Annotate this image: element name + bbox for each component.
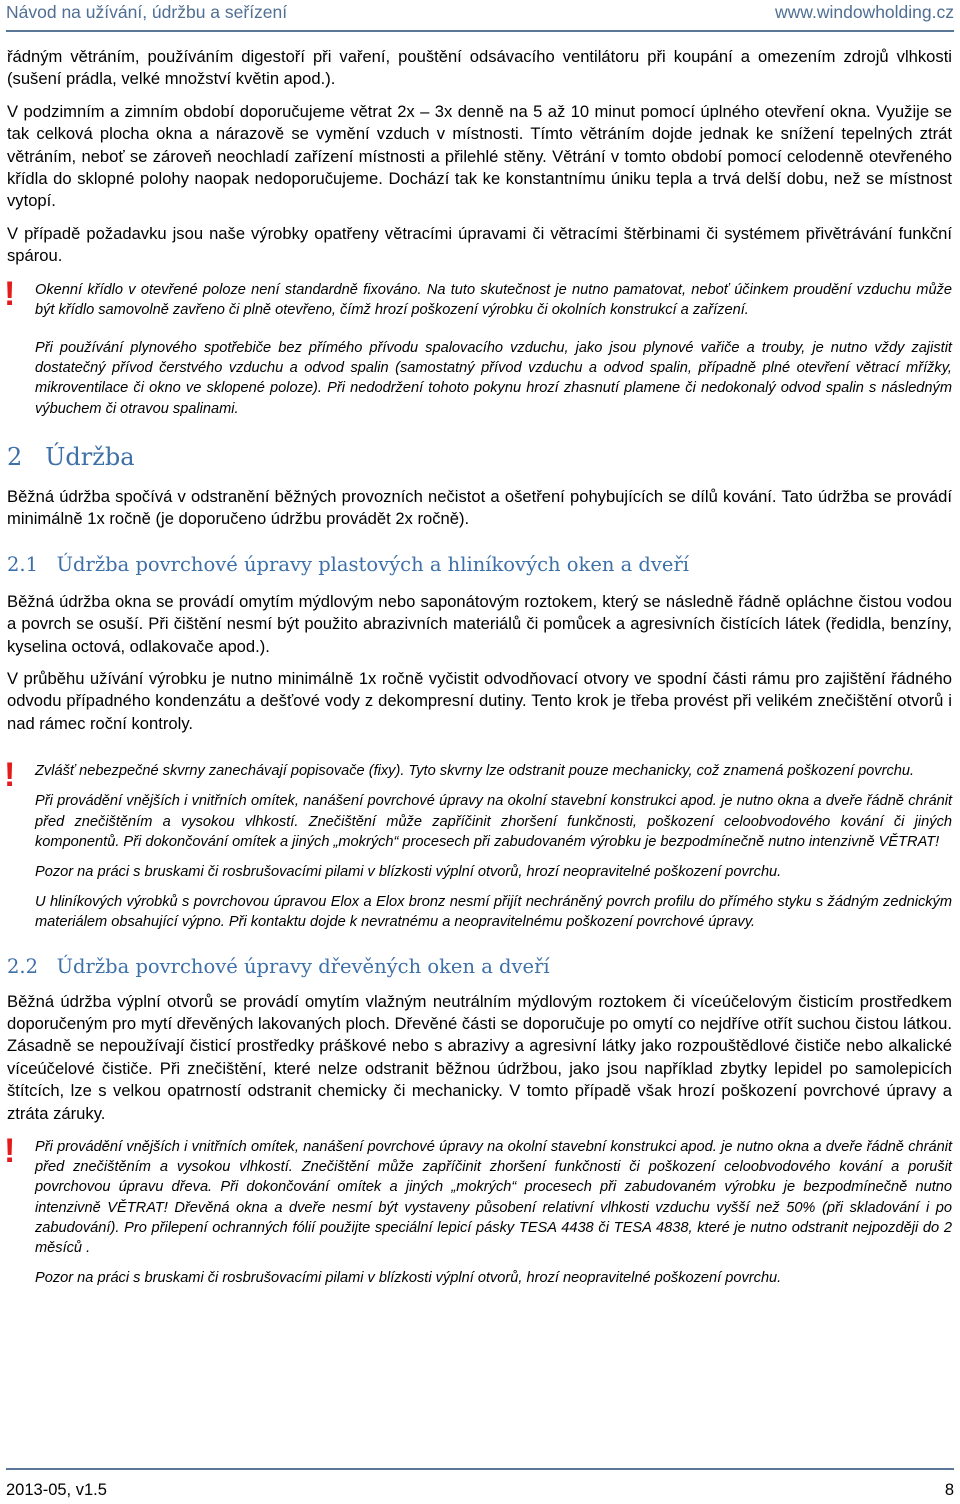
section-2-paragraph: Běžná údržba spočívá v odstranění běžných provozních nečistot a ošetření pohybujících se dílů kování. Tato údržba se provádí minimálně 1x ročně (je doporučeno údržbu provádět 2x ročně). [7,486,952,529]
section-number: 2 [7,442,23,471]
warning-2-paragraph-1: Zvlášť nebezpečné skvrny zanechávají popisovače (fixy). Tyto skvrny lze odstranit pouze mechanicky, což znamená poškození povrchu. [35,763,915,780]
page-footer [6,1468,954,1500]
section-number: 2.2 [7,954,39,978]
section-2-1-paragraph-2: V průběhu užívání výrobku je nutno minimálně 1x ročně vyčistit odvodňovací otvory ve spodní části rámu pro zajištění řádného odvodu případného kondenzátu a dešťové vody z dekompresní dutiny. Tento krok je třeba provést při velikém znečištění otvorů i nad rámec roční kontroly. [7,668,952,733]
section-title: Údržba [45,442,135,471]
warning-1-paragraph-2: Při používání plynového spotřebiče bez přímého přívodu spalovacího vzduchu, jako jsou plynové vařiče a trouby, je nutno vždy zajistit dostatečný přívod čerstvého vzduchu a odvod spalin (samostatný přívod vzduchu a odvod spalin, případně plné otevření větrací mřížky, mikroventilace či okno ve sklopené poloze). Při nedodržení tohoto pokynu hrozí zhasnutí plamene či nedokonalý odvod spalin s následným výbuchem či otravou spalinami. [35,340,952,417]
section-heading-2-1 [7,551,952,579]
intro-paragraph-2: V podzimním a zimním období doporučujeme větrat 2x – 3x denně na 5 až 10 minut pomocí úplného otevření okna. Využije se tak celková plocha okna a nárazově se vymění vzduch v místnosti. Tímto větráním dojde jednak ke snížení tepelných ztrát větráním, neboť se zároveň neochladí zařízení místnosti a přilehlé stěny. Větrání v tomto období pomocí celodenně otevřeného křídla do sklopné polohy naopak nedoporučujeme. Dochází tak ke konstantnímu úniku tepla a trvá delší dobu, než se místnost vytopí. [7,101,952,211]
section-number: 2.1 [7,552,39,576]
warning-2-paragraph-2: Při provádění vnějších i vnitřních omítek, nanášení povrchové úpravy na okolní stavební konstrukci apod. je nutno okna a dveře řádně chránit před znečištěním a vysokou vlhkostí. Znečištění může zapříčinit zhoršení funkčnosti, poškození celoobvodového kování či jiných komponentů. Při dokončování omítek a jiných „mokrých“ procesech při zabudovaném výrobku je bezpodmínečně nutno intenzivně VĚTRAT! [35,793,952,850]
warning-note-3 [4,1131,952,1288]
page-header [6,0,954,32]
warning-1-paragraph-1: Okenní křídlo v otevřené poloze není standardně fixováno. Na tuto skutečnost je nutno pamatovat, neboť účinkem proudění vzduchu může být křídlo samovolně zavřeno či plně otevřeno, čímž hrozí poškození výrobku či okolních konstrukcí a zařízení. [35,281,952,318]
exclamation-icon: ! [4,756,16,795]
warning-3-paragraph-2: Pozor na práci s bruskami či rosbrušovacími pilami v blízkosti výplní otvorů, hrozí neopravitelné poškození povrchu. [35,1270,782,1287]
exclamation-icon: ! [4,1131,16,1170]
intro-paragraph-1: řádným větráním, používáním digestoří při vaření, pouštění odsávacího ventilátoru při koupání a omezením zdrojů vlhkosti (sušení prádla, velké množství květin apod.). [7,47,952,89]
warning-note-1 [4,274,952,419]
warning-note-2 [4,756,952,932]
warning-3-paragraph-1: Při provádění vnějších i vnitřních omítek, nanášení povrchové úpravy na okolní stavební konstrukci apod. je nutno okna a dveře řádně chránit před znečištěním a vysokou vlhkostí. Znečištění může zapříčinit zhoršení funkčnosti či poškození celoobvodového kování a porušit povrchovou úpravu dřeva. Při dokončování omítek a jiných „mokrých“ procesech při zabudovaném výrobku je bezpodmínečně nutno intenzivně VĚTRAT! Dřevěná okna a dveře nesmí být vystaveny působení relativní vlhkosti vzduchu vyšší než 50% (při skladování i po zabudování). Pro přilepení ochranných fólií použijte speciální lepicí pásky TESA 4438 či TESA 4838, které je nutno odstranit nejpozději do 2 měsíců . [35,1138,952,1256]
section-title: Údržba povrchové úpravy dřevěných oken a dveří [56,954,550,978]
section-heading-2-2 [7,953,952,981]
document-title: Návod na užívání, údržbu a seřízení [6,2,288,22]
page-number: 8 [944,1481,954,1499]
warning-2-paragraph-3: Pozor na práci s bruskami či rosbrušovacími pilami v blízkosti výplní otvorů, hrozí neopravitelné poškození povrchu. [35,863,782,880]
exclamation-icon: ! [4,274,16,313]
section-2-1-paragraph-1: Běžná údržba okna se provádí omytím mýdlovým nebo saponátovým roztokem, který se následně řádně opláchne čistou vodou a povrch se osuší. Při čištění nesmí být použito abrazivních materiálů či pomůcek a agresivních čistících látek (ředidla, benzíny, kyselina octová, odlakovače apod.). [7,591,952,656]
page-content [4,46,952,1288]
section-heading-2 [7,441,952,473]
warning-2-paragraph-4: U hliníkových výrobků s povrchovou úpravou Elox a Elox bronz nesmí přijít nechráněný povrch profilu do přímého styku s žádným zednickým materiálem obsahující výpno. Při kontaktu dojde k nevratnému a neopravitelnému poškození povrchové úpravy. [35,894,952,931]
website-url: www.windowholding.cz [775,2,954,22]
intro-paragraph-3: V případě požadavku jsou naše výrobky opatřeny větracími úpravami či větracími štěrbinami či systémem přivětrávání funkční spárou. [7,223,952,266]
section-2-2-paragraph: Běžná údržba výplní otvorů se provádí omytím vlažným neutrálním mýdlovým roztokem či víceúčelovým čisticím prostředkem doporučeným pro mytí dřevěných lakovaných ploch. Dřevěné části se doporučuje po omytí co nejdříve otřít suchou čistou látkou. Zásadně se nepoužívají čisticí prostředky práškové nebo s abrazivy a agresivní látky jako rozpouštědlové čističe nebo alkalické víceúčelové čističe. Při znečištění, které nelze odstranit běžnou údržbou, jako jsou například zbytky lepidel po samolepicích štítcích, lze s velkou opatrností odstranit chemicky či mechanicky. V tomto případě však hrozí poškození povrchové úpravy a ztráta záruky. [7,991,952,1123]
document-version: 2013-05, v1.5 [6,1481,107,1499]
section-title: Údržba povrchové úpravy plastových a hliníkových oken a dveří [56,552,690,576]
